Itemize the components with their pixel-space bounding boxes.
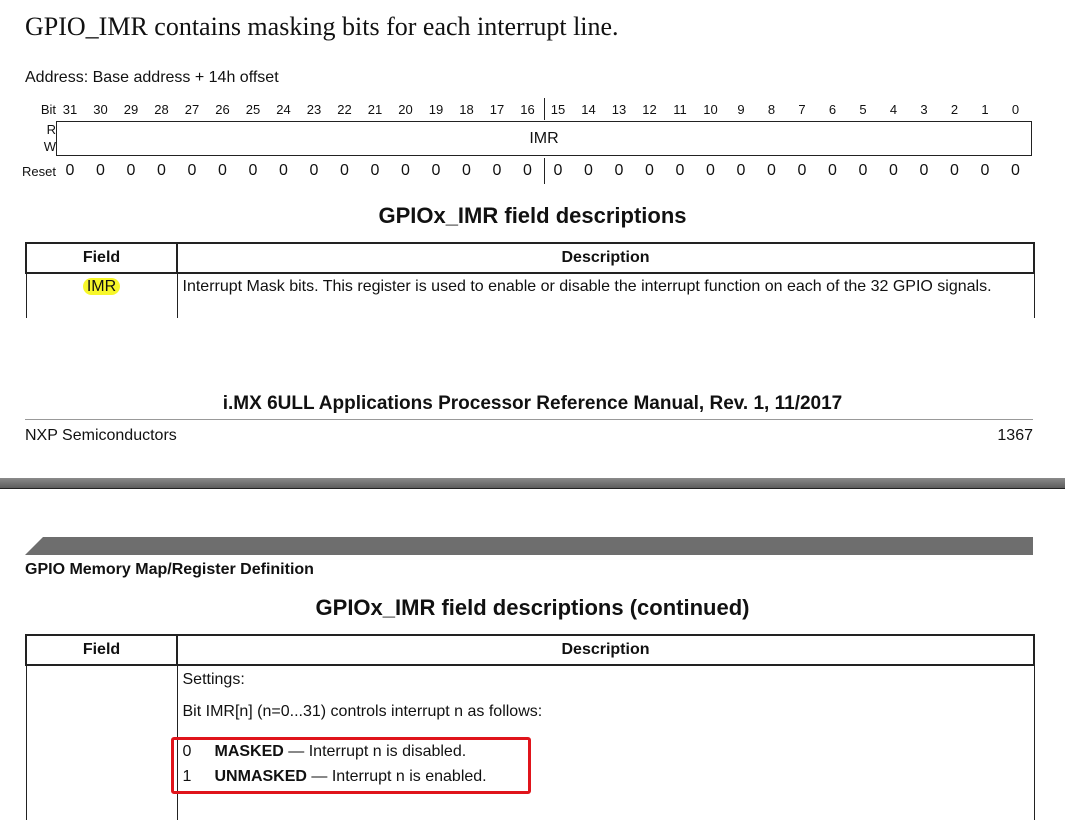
reset-value: 0 [645, 162, 654, 179]
footer-rule [25, 419, 1033, 420]
table-row [26, 273, 1034, 318]
reset-value: 0 [96, 162, 105, 179]
bit-number: 21 [367, 102, 383, 117]
reset-value: 0 [279, 162, 288, 179]
manual-title: i.MX 6ULL Applications Processor Reference Manual, Rev. 1, 11/2017 [222, 393, 843, 414]
setting-value: 0 [182, 743, 192, 760]
bit-number: 2 [950, 102, 959, 117]
settings-intro: Bit IMR[n] (n=0...31) controls interrupt n as follows: [182, 703, 543, 720]
bit-number: 16 [520, 102, 535, 117]
reset-row-label: Reset [22, 164, 56, 179]
reset-value: 0 [370, 162, 380, 179]
bit-number: 25 [245, 102, 261, 117]
reset-value: 0 [492, 162, 502, 179]
reset-value: 0 [340, 162, 349, 179]
bit-number: 19 [428, 102, 444, 117]
reset-value: 0 [797, 162, 807, 179]
reset-value: 0 [187, 162, 197, 179]
reset-value: 0 [858, 162, 868, 179]
field-cell [26, 665, 177, 820]
page-number: 1367 [997, 427, 1033, 444]
bit-number: 20 [398, 102, 413, 117]
bit-number: 27 [184, 102, 200, 117]
bit-number: 0 [1011, 102, 1020, 117]
register-field-name: IMR [529, 130, 559, 147]
setting-name: MASKED [214, 743, 284, 760]
field-column-header: Field [26, 243, 177, 273]
reset-value: 0 [431, 162, 441, 179]
bit-number: 31 [62, 102, 78, 117]
reset-value: 0 [980, 162, 990, 179]
bit-row-label: Bit [40, 102, 56, 117]
bit-number: 18 [459, 102, 474, 117]
bit-number: 12 [642, 102, 657, 117]
field-column-header: Field [26, 635, 177, 665]
bit-number: 15 [550, 102, 566, 117]
reset-value: 0 [523, 162, 532, 179]
reset-value: 0 [248, 162, 258, 179]
reset-value: 0 [553, 162, 563, 179]
bit-number: 28 [154, 102, 169, 117]
bit-number: 24 [276, 102, 291, 117]
reset-value: 0 [462, 162, 471, 179]
description-cell: Interrupt Mask bits. This register is used to enable or disable the interrupt function on each of the 32 GPIO signals. [177, 273, 1034, 318]
reset-value: 0 [65, 162, 75, 179]
reset-value: 0 [950, 162, 959, 179]
setting-name: UNMASKED [214, 768, 307, 785]
reset-value: 0 [767, 162, 776, 179]
reset-value: 0 [889, 162, 898, 179]
write-row-label: W [43, 139, 56, 154]
settings-annotation-box [171, 737, 531, 794]
halfword-divider-bottom [544, 158, 545, 184]
field-table-title: GPIOx_IMR field descriptions [378, 203, 687, 228]
bit-number: 1 [981, 102, 989, 117]
bit-number: 3 [920, 102, 928, 117]
read-row-label: R [46, 122, 56, 137]
bit-number: 8 [767, 102, 776, 117]
bit-number: 17 [489, 102, 505, 117]
halfword-divider-top [544, 98, 545, 120]
reset-value: 0 [1011, 162, 1020, 179]
register-intro-heading: GPIO_IMR contains masking bits for each interrupt line. [25, 12, 619, 41]
page-break-divider [0, 478, 1065, 489]
reset-value: 0 [828, 162, 837, 179]
bit-number: 6 [828, 102, 837, 117]
bit-number: 14 [581, 102, 596, 117]
section-title: GPIO Memory Map/Register Definition [25, 561, 314, 578]
reset-value: 0 [675, 162, 685, 179]
field-descriptions-table [25, 242, 1035, 318]
reset-value: 0 [706, 162, 715, 179]
reset-value: 0 [218, 162, 227, 179]
bit-number: 9 [737, 102, 745, 117]
reset-value: 0 [126, 162, 136, 179]
section-header-bar [25, 537, 1033, 555]
reset-value: 0 [736, 162, 746, 179]
bit-number: 30 [93, 102, 108, 117]
description-column-header: Description [177, 243, 1034, 273]
bit-number: 13 [611, 102, 627, 117]
bit-number: 10 [703, 102, 718, 117]
field-table-continued-title: GPIOx_IMR field descriptions (continued) [315, 595, 750, 620]
field-cell [26, 273, 177, 318]
reset-value: 0 [157, 162, 166, 179]
reset-value: 0 [584, 162, 593, 179]
reset-value: 0 [919, 162, 929, 179]
register-address: Address: Base address + 14h offset [25, 69, 279, 86]
bit-number: 7 [798, 102, 806, 117]
bit-number: 23 [306, 102, 322, 117]
setting-value: 1 [182, 768, 192, 785]
bit-number: 29 [123, 102, 139, 117]
bit-number: 4 [889, 102, 898, 117]
description-column-header: Description [177, 635, 1034, 665]
company-name: NXP Semiconductors [25, 427, 177, 444]
bit-number: 5 [859, 102, 867, 117]
reset-value: 0 [401, 162, 410, 179]
bit-number: 11 [673, 102, 687, 117]
reset-value: 0 [309, 162, 319, 179]
settings-label: Settings: [182, 671, 245, 688]
setting-text: — Interrupt n is enabled. [306, 768, 487, 785]
bit-number: 22 [337, 102, 352, 117]
highlighted-field-name: IMR [83, 278, 120, 295]
setting-text: — Interrupt n is disabled. [283, 743, 467, 760]
reset-value: 0 [614, 162, 624, 179]
bit-number: 26 [215, 102, 230, 117]
